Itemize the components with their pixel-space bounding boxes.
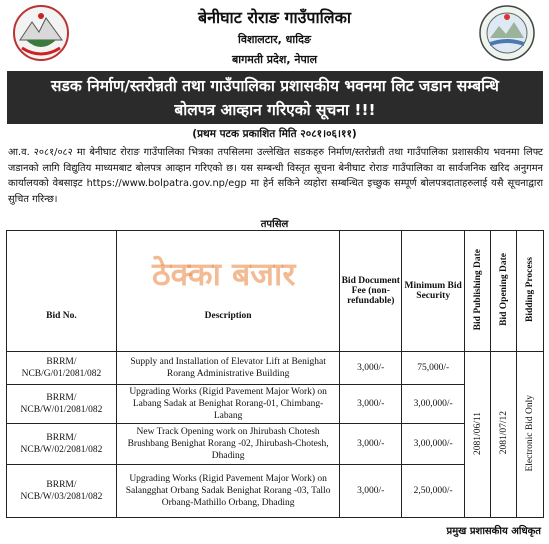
- table-row: [7, 352, 544, 385]
- header-publishing-date: [465, 231, 491, 352]
- header-opening-date: [491, 231, 517, 352]
- header-security-label: Minimum Bid Security: [404, 281, 462, 301]
- header-bid-no: Bid No.: [7, 231, 117, 352]
- fee-cell: 3,000/-: [340, 385, 402, 424]
- description-cell: Supply and Installation of Elevator Lift at Benighat Rorang Administrative Building: [116, 352, 339, 385]
- description-cell: Upgrading Works (Rigid Pavement Major Work) on Labang Sadak at Benighat Rorang-01, Chimbang-Labang: [116, 385, 339, 424]
- watermark-text: ठेक्का बजार: [152, 255, 296, 293]
- security-cell: 3,00,000/-: [402, 385, 465, 424]
- header-fee: [340, 231, 402, 352]
- bidding-process-cell: [517, 352, 544, 518]
- publish-date: (प्रथम पटक प्रकाशित मिति २०८१।०६।११): [192, 128, 357, 140]
- bid-no-cell: BRRM/ NCB/W/02/2081/082: [7, 424, 117, 465]
- header-opening-label: Bid Opening Date: [498, 253, 509, 326]
- bid-table: [6, 230, 544, 518]
- intro-paragraph: आ.व. २०८१/०८२ मा बेनीघाट रोराङ गाउँपालिका भित्रका तपसिलमा उल्लेखित सडकहरु निर्माण/स्तरोन्नती तथा गाउँपालिका प्रशासकीय भवनमा लिफ्ट जडानको लागि विद्युतिय माध्यमबाट बोलपत्र आव्हान गरिएको छ। यस सम्बन्धी विस्तृत सूचना बेनीघाट रोराङ गाउँपालिका वा सार्वजनिक खरिद अनुगमन कार्यालयको वेबसाइट https://www.bolpatra.gov.np/egp मा हेर्न सकिने व्यहोरा सम्बन्धित इच्छुक सम्पूर्ण बोलपत्रदाताहरुलाई यसै सूचनाद्वारा सुचित गरिन्छ।: [8, 147, 543, 205]
- province-name: बागमती प्रदेश, नेपाल: [231, 53, 318, 66]
- municipality-name: बेनीघाट रोराङ गाउँपालिका: [197, 8, 352, 27]
- bid-no-cell: BRRM/ NCB/W/01/2081/082: [7, 385, 117, 424]
- details-heading: तपसिल: [260, 219, 289, 230]
- header-security: [402, 231, 465, 352]
- header-bidding-process: [517, 231, 544, 352]
- banner-line-2: बोलपत्र आव्हान गरिएको सूचना !!!: [174, 101, 376, 119]
- security-cell: 2,50,000/-: [402, 465, 465, 518]
- bid-no-cell: BRRM/ NCB/G/01/2081/082: [7, 352, 117, 385]
- table-row: [7, 385, 544, 424]
- header-fee-label: Bid Document Fee (non-refundable): [341, 276, 400, 306]
- notice-banner: [7, 71, 543, 124]
- opening-date-cell: [491, 352, 517, 518]
- table-row: [7, 465, 544, 518]
- bidding-process-value: Electronic Bid Only: [525, 394, 535, 472]
- publishing-date-cell: [465, 352, 491, 518]
- header-process-label: Bidding Process: [525, 256, 535, 322]
- security-cell: 3,00,000/-: [402, 424, 465, 465]
- description-cell: New Track Opening work on Jhirubash Chotesh Brushbang Benighat Rorang -02, Jhirubash-Chotesh, Dhading: [116, 424, 339, 465]
- municipality-address: विशालटार, धादिङ: [238, 33, 311, 46]
- publishing-date-value: 2081/06/11: [472, 411, 483, 455]
- banner-line-1: सडक निर्माण/स्तरोन्नती तथा गाउँपालिका प्रशासकीय भवनमा लिट जडान सम्बन्धि: [51, 77, 499, 95]
- header-publishing-label: Bid Publishing Date: [472, 248, 483, 331]
- signature-title: प्रमुख प्रशासकीय अधिकृत: [446, 526, 541, 537]
- security-cell: 75,000/-: [402, 352, 465, 385]
- table-row: [7, 424, 544, 465]
- fee-cell: 3,000/-: [340, 352, 402, 385]
- table-header-row: [7, 231, 544, 352]
- fee-cell: 3,000/-: [340, 424, 402, 465]
- opening-date-value: 2081/07/12: [498, 411, 509, 455]
- header-description: Description: [116, 231, 339, 352]
- fee-cell: 3,000/-: [340, 465, 402, 518]
- bid-no-cell: BRRM/ NCB/W/03/2081/082: [7, 465, 117, 518]
- description-cell: Upgrading Works (Rigid Pavement Major Work) on Salangghat Orbang Sadak Benighat Rorang -03, Tallo Orbang-Mathillo Orbang, Dhading: [116, 465, 339, 518]
